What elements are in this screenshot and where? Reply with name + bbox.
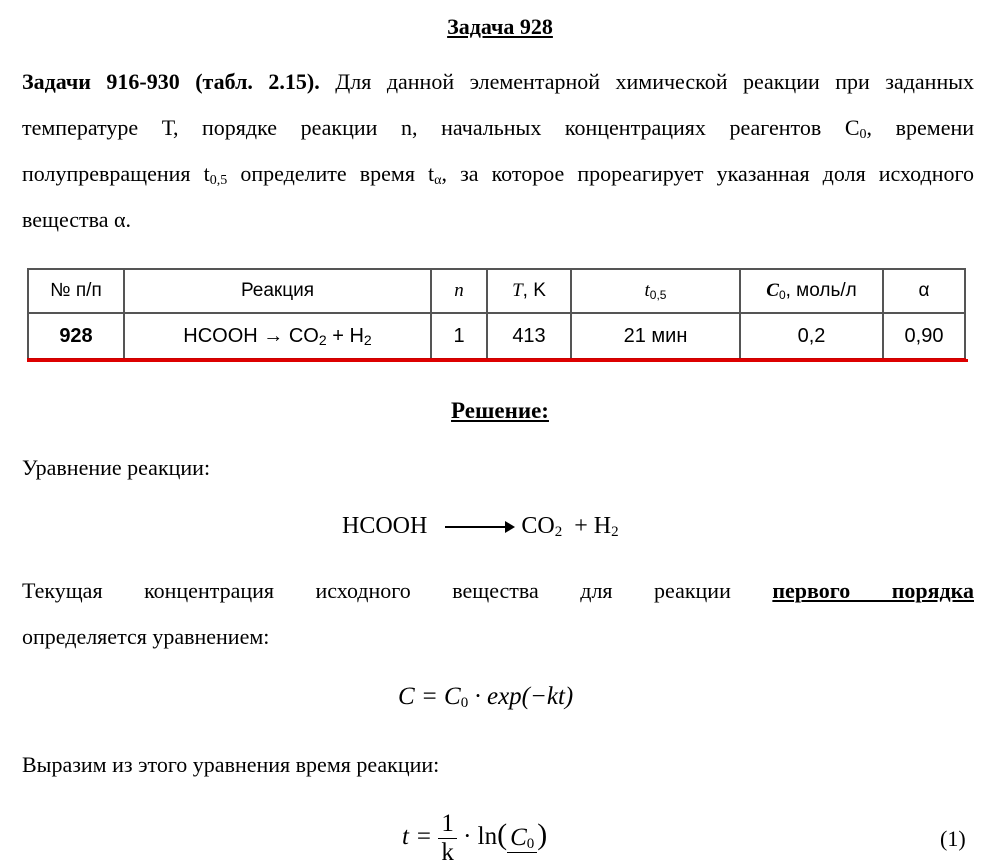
f2-mid: · ln [456,823,498,851]
cell-alpha: 0,90 [883,313,965,360]
task-range-label: Задачи 916-930 (табл. 2.15). [22,69,320,94]
eq-right: + H [574,513,612,539]
eq-right: CO [521,513,555,539]
eq-sub: 2 [611,524,619,540]
header-T [487,269,571,313]
header-n [431,269,487,313]
table-header-row [28,269,965,313]
cell-n: 1 [431,313,487,360]
n-symbol: n [454,280,464,301]
eq-left: HCOOH [342,513,428,539]
desc-part: определите время t [227,161,435,186]
reaction-equation [342,513,619,540]
cell-num: 928 [28,313,124,360]
reaction-sub: 2 [318,331,327,348]
t-sub: 0,5 [649,288,667,302]
desc-sub: 0,5 [209,173,228,188]
f2-lhs: t = [402,823,439,851]
f2-paren-num [507,824,537,853]
task-description [22,59,974,243]
formula-time: t = $\frac{1}{k}$ · ln( $C_0$ ) [402,810,548,866]
desc-part: , за которое прореагирует указанная доля исходного вещества α. [22,161,974,232]
cell-T: 413 [487,313,571,360]
desc-sub: α [434,173,442,188]
red-underline [27,359,968,362]
express-text: Выразим из этого уравнения время реакции: [22,752,440,777]
desc-part: Для данной элементарной химической реакции при заданных температуре Т, порядке реакции n, начальных концентрациях реагентов С [22,69,975,140]
T-unit: , K [522,280,546,301]
C-symbol: C [766,280,779,301]
f2-den: k [441,839,454,866]
f1-lhs: C [398,683,415,710]
first-order-highlight: первого порядка [772,578,974,603]
solution-title: Решение: [451,398,549,423]
formula-concentration [398,683,573,711]
eq-sub: 2 [554,524,563,540]
reaction-part: HCOOH → CO [183,324,319,347]
arrow-icon [445,526,513,528]
reaction-part: + H [326,324,364,347]
concentration-line1 [22,578,974,604]
header-C [740,269,883,313]
f2-paren-fraction [507,824,537,853]
cell-C: 0,2 [740,313,883,360]
header-alpha: α [883,269,965,313]
cell-t: 21 мин [571,313,740,360]
f1-sub: 0 [460,695,469,711]
concentration-line2: определяется уравнением: [22,624,270,649]
f1-eq: = C [414,683,461,710]
desc-sub: 0 [859,127,867,142]
reaction-sub: 2 [363,331,372,348]
C-sub: 0 [778,288,786,302]
f2-C: C [510,824,527,851]
equation-number: (1) [940,826,966,851]
f2-num: 1 [438,810,457,839]
f2-C-sub: 0 [526,836,535,852]
header-t [571,269,740,313]
cell-reaction [124,313,431,360]
header-num: № п/п [28,269,124,313]
C-unit: , моль/л [785,280,857,301]
table-row [28,313,965,360]
t-symbol: t [644,280,650,301]
f1-rhs: · exp(−kt) [468,683,574,710]
page-title: Задача 928 [447,14,553,39]
f2-fraction [438,810,457,867]
task-table [27,268,966,361]
desc-part: , времени полупревращения t [22,115,975,186]
reaction-label: Уравнение реакции: [22,455,211,480]
header-reaction: Реакция [124,269,431,313]
conc-text: Текущая концентрация исходного вещества для реакции [22,578,731,603]
T-symbol: T [512,280,523,301]
